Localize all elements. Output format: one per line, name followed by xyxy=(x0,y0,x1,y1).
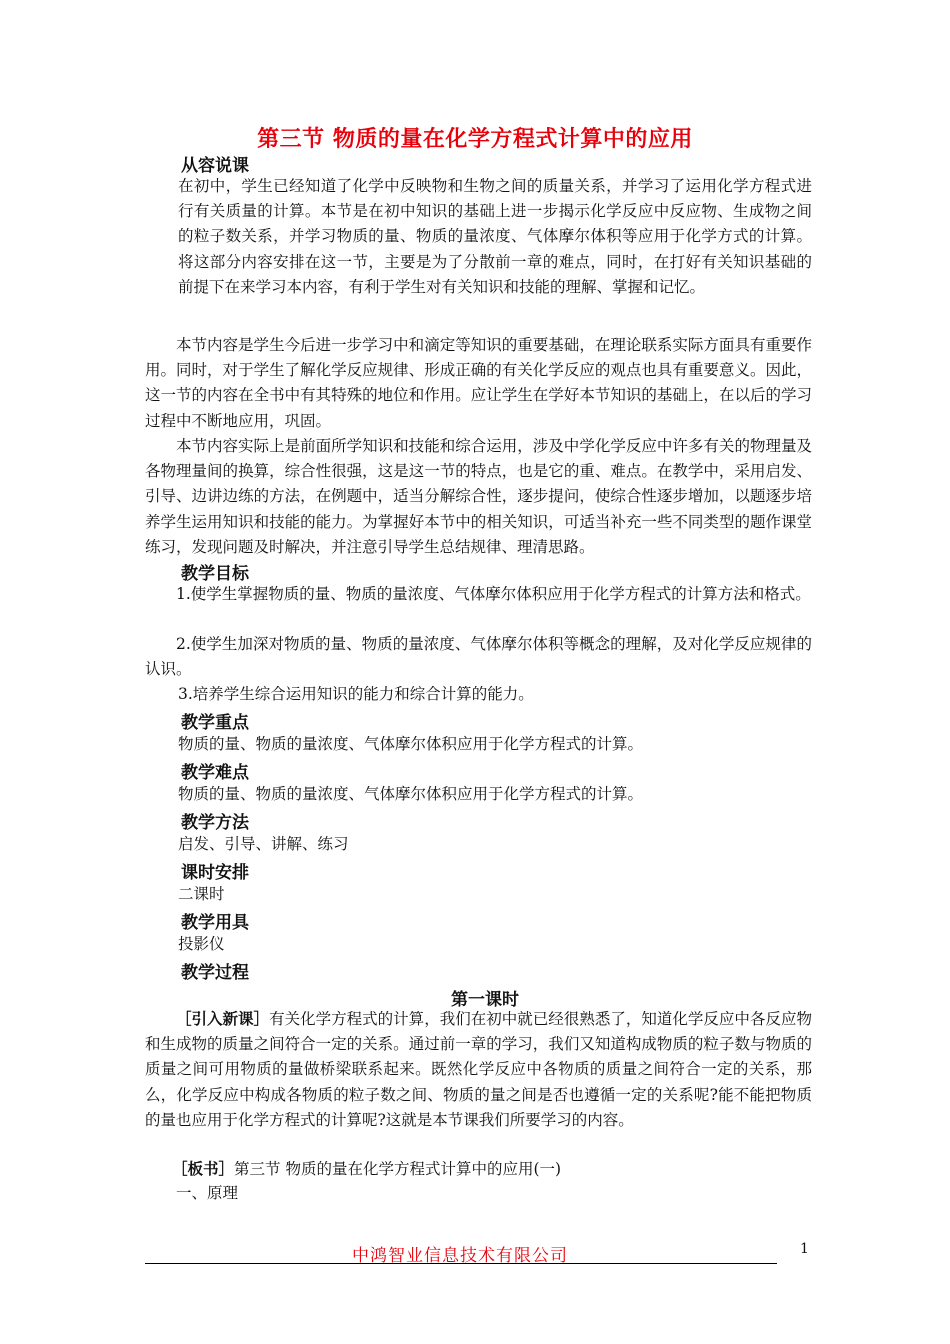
board-tag: ［板书］ xyxy=(172,1159,235,1178)
footer-company: 中鸿智业信息技术有限公司 xyxy=(352,1246,568,1266)
intro-paragraph-3: 本节内容实际上是前面所学知识和技能和综合运用，涉及中学化学反应中许多有关的物理量及各物理量间的换算，综合性很强，这是这一节的特点，也是它的重、难点。在教学中，采用启发、引导、边讲边练的方法，在例题中，适当分解综合性，逐步提问，使综合性逐步增加，以题逐步培养学生运用知识和技能的能力。为掌握好本节中的相关知识，可适当补充一些不同类型的题作课堂练习，发现问题及时解决，并注意引导学生总结规律、理清思路。 xyxy=(145,437,812,556)
intro-new-tag: ［引入新课］ xyxy=(176,1009,270,1028)
goal-1: 1.使学生掌握物质的量、物质的量浓度、气体摩尔体积应用于化学方程式的计算方法和格式。 xyxy=(176,585,811,603)
page-number: 1 xyxy=(800,1241,809,1257)
schedule-text: 二课时 xyxy=(178,885,225,903)
lesson-title: 第一课时 xyxy=(451,990,519,1010)
difficulties-text: 物质的量、物质的量浓度、气体摩尔体积应用于化学方程式的计算。 xyxy=(178,785,644,803)
intro-paragraph-2: 本节内容是学生今后进一步学习中和滴定等知识的重要基础，在理论联系实际方面具有重要作用。同时，对于学生了解化学反应规律、形成正确的有关化学反应的观点也具有重要意义。因此，这一节的内容在全书中有其特殊的地位和作用。应让学生在学好本节知识的基础上，在以后的学习过程中不断地应用，巩固。 xyxy=(145,336,812,430)
tools-text: 投影仪 xyxy=(178,935,225,953)
heading-methods: 教学方法 xyxy=(181,813,249,833)
goal-2: 2.使学生加深对物质的量、物质的量浓度、气体摩尔体积等概念的理解，及对化学反应规律的认识。 xyxy=(145,635,812,679)
board-line xyxy=(172,1156,561,1182)
heading-difficulties: 教学难点 xyxy=(181,763,249,783)
key-points-text: 物质的量、物质的量浓度、气体摩尔体积应用于化学方程式的计算。 xyxy=(178,735,644,753)
intro-new-text: 有关化学方程式的计算，我们在初中就已经很熟悉了，知道化学反应中各反应物和生成物的质量之间符合一定的关系。通过前一章的学习，我们又知道构成物质的粒子数与物质的质量之间可用物质的量做桥梁联系起来。既然化学反应中各物质的质量之间符合一定的关系，那么，化学反应中构成各物质的粒子数之间、物质的量之间是否也遵循一定的关系呢?能不能把物质的量也应用于化学方程式的计算呢?这就是本节课我们所要学习的内容。 xyxy=(145,1010,812,1129)
heading-intro: 从容说课 xyxy=(181,156,249,176)
heading-process: 教学过程 xyxy=(181,963,249,983)
goal-3: 3.培养学生综合运用知识的能力和综合计算的能力。 xyxy=(178,685,534,703)
heading-schedule: 课时安排 xyxy=(181,863,249,883)
document-title: 第三节 物质的量在化学方程式计算中的应用 xyxy=(257,126,693,152)
intro-new-lesson xyxy=(145,1006,812,1133)
footer-divider xyxy=(145,1263,777,1264)
heading-goals: 教学目标 xyxy=(181,564,249,584)
heading-key-points: 教学重点 xyxy=(181,713,249,733)
heading-tools: 教学用具 xyxy=(181,913,249,933)
board-text: 第三节 物质的量在化学方程式计算中的应用(一) xyxy=(234,1160,562,1178)
principle-line: 一、原理 xyxy=(176,1184,239,1202)
methods-text: 启发、引导、讲解、练习 xyxy=(178,835,349,853)
intro-paragraph-1: 在初中，学生已经知道了化学中反映物和生物之间的质量关系，并学习了运用化学方程式进行有关质量的计算。本节是在初中知识的基础上进一步揭示化学反应中反应物、生成物之间的粒子数关系，并学习物质的量、物质的量浓度、气体摩尔体积等应用于化学方式的计算。将这部分内容安排在这一节，主要是为了分散前一章的难点，同时，在打好有关知识基础的前提下在来学习本内容，有利于学生对有关知识和技能的理解、掌握和记忆。 xyxy=(178,177,812,296)
